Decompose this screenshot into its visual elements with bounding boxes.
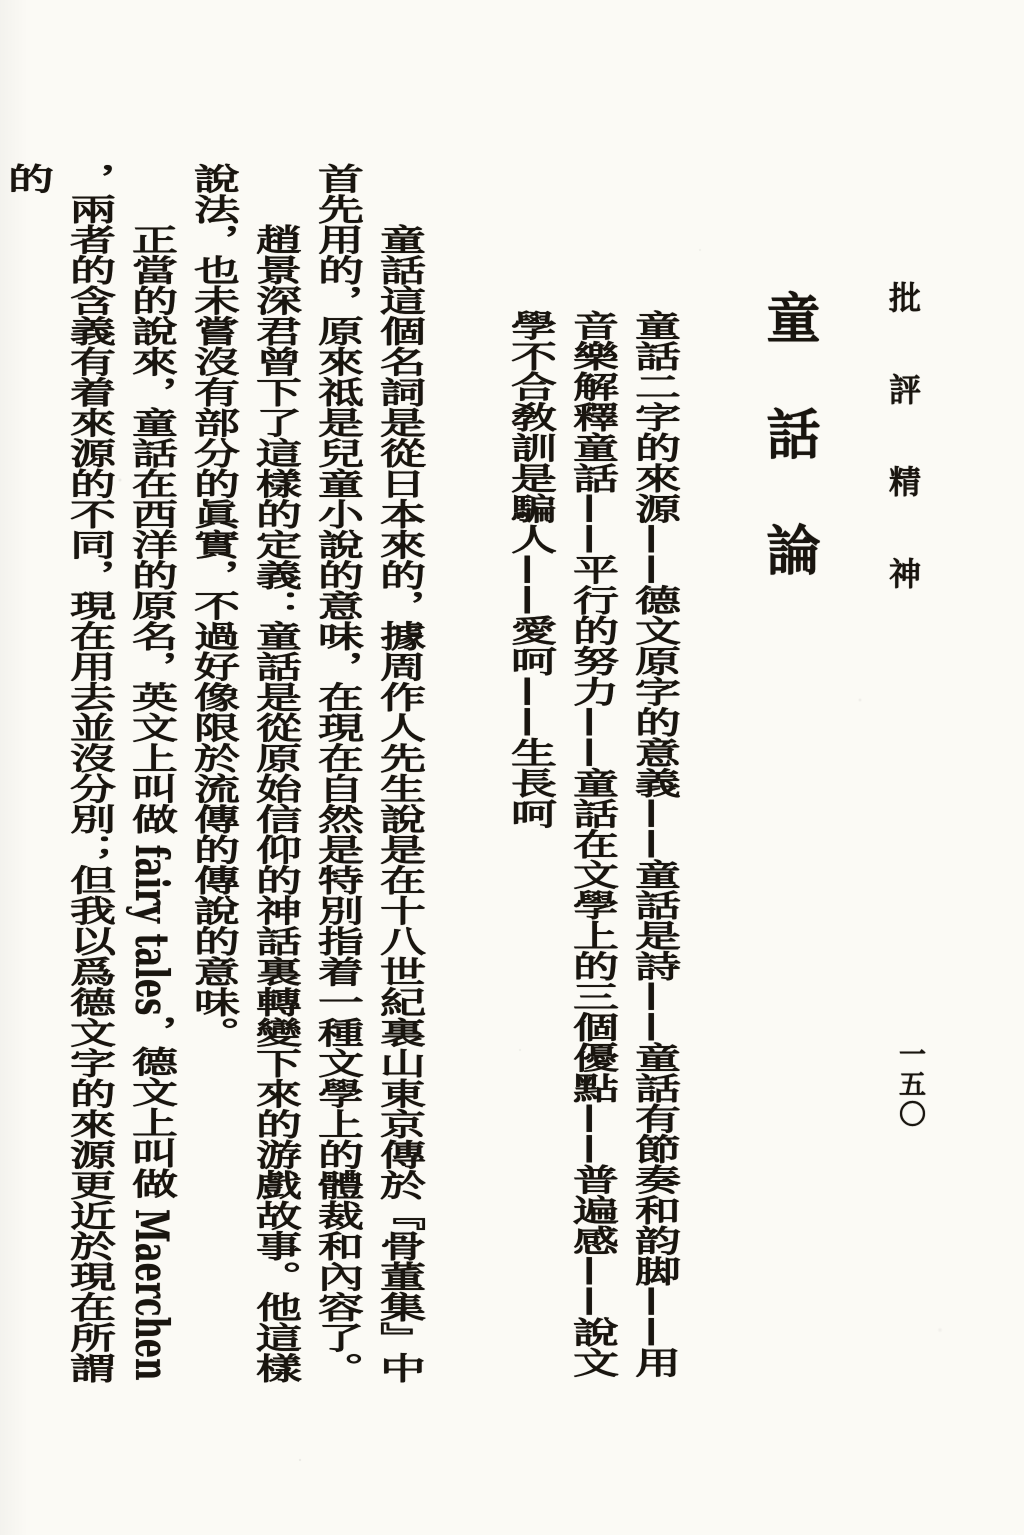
body-paragraph-2: 趙景深君曾下了這樣的定義：童話是從原始信仰的神話裏轉變下來的游戲故事。他這樣說法，也未嘗沒有部分的眞實，不過好像限於流傳的傳說的意味。 <box>187 163 303 1383</box>
outline-column-3: 學不合敎訓是騙人——愛呵——生長呵 <box>504 310 558 829</box>
running-head: 批評精神 <box>884 281 922 649</box>
outline-column-1: 童話二字的來源——德文原字的意義——童話是詩——童話有節奏和韵脚——用 <box>628 310 682 1378</box>
body-paragraph-3: 正當的說來，童話在西洋的原名，英文上叫做 fairy tales，德文上叫做 Maerchen，兩者的含義有着來源的不同，現在用去並沒分別；但我以爲德文字的來源更近於現在所謂的 <box>1 163 179 1383</box>
body-paragraph-1: 童話這個名詞是從日本來的，據周作人先生說是在十八世紀裏山東京傳於『骨董集』中首先用的，原來祗是兒童小說的意味，在現在自然是特別指着一種文學上的體裁和內容了。 <box>311 163 427 1383</box>
body-text <box>0 163 431 1390</box>
chapter-outline <box>500 310 686 1391</box>
page-title: 童話論 <box>758 290 822 638</box>
outline-column-2: 音樂解釋童話——平行的努力——童話在文學上的三個優點——普遍感——說文 <box>566 310 620 1378</box>
page-number: 一五〇 <box>894 1040 925 1130</box>
